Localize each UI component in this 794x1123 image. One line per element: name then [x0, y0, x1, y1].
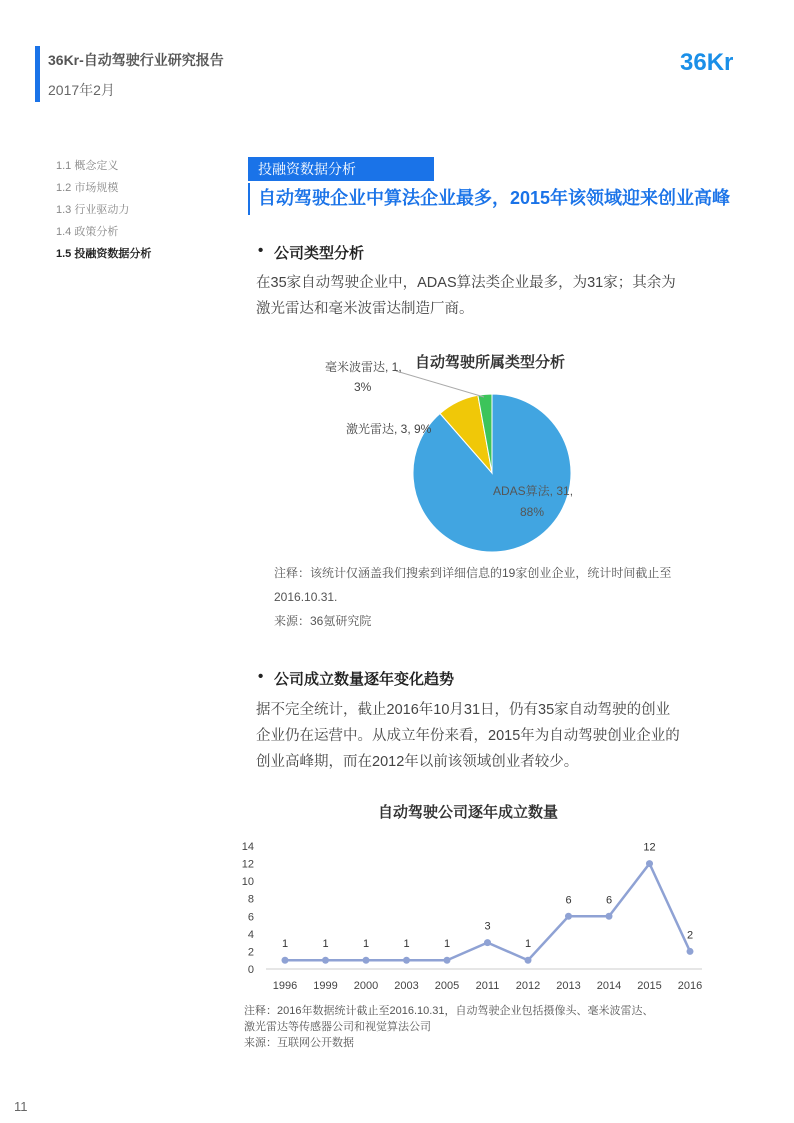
y-tick-label: 4: [247, 928, 254, 941]
data-point: [484, 939, 491, 946]
data-label: 1: [362, 938, 370, 951]
bullet-icon: •: [258, 242, 264, 259]
note-line: 2016.10.31.: [274, 590, 338, 604]
toc-item-active[interactable]: 1.5 投融资数据分析: [56, 248, 152, 260]
logo-36kr: [680, 40, 764, 94]
pie-chart-title: 自动驾驶所属类型分析: [414, 354, 566, 371]
source-line: 来源：36氪研究院: [274, 614, 372, 628]
data-label: 2: [686, 929, 694, 942]
x-tick-label: 2014: [596, 980, 622, 992]
report-title: 36Kr-自动驾驶行业研究报告: [48, 52, 224, 68]
toc-item[interactable]: 1.4 政策分析: [56, 226, 119, 238]
pie-label-adas-pct: 88%: [520, 505, 545, 519]
y-tick-label: 2: [247, 946, 254, 959]
data-label: 12: [643, 841, 656, 854]
pie-label-mmwave-pct: 3%: [354, 380, 372, 394]
data-point: [363, 957, 370, 964]
pie-label-adas: ADAS算法, 31,: [493, 484, 574, 498]
data-label: 6: [605, 894, 613, 907]
y-tick-label: 0: [247, 964, 254, 976]
part1-title: 公司类型分析: [274, 245, 365, 262]
paragraph-line: 创业高峰期，而在2012年以前该领域创业者较少。: [256, 754, 579, 770]
part2-title: 公司成立数量逐年变化趋势: [274, 671, 455, 688]
x-tick-label: 2003: [394, 980, 419, 992]
part1-paragraph: [256, 270, 726, 322]
page-number: 11: [14, 1099, 28, 1114]
data-point: [565, 913, 572, 920]
data-label: 1: [322, 938, 329, 951]
data-label: 1: [403, 938, 410, 951]
paragraph-line: 在35家自动驾驶企业中，ADAS算法类企业最多，为31家；其余为: [256, 275, 676, 291]
section-headline: 自动驾驶企业中算法企业最多，2015年该领域迎来创业高峰: [258, 188, 731, 208]
pie-label-lidar: 激光雷达, 3, 9%: [346, 422, 432, 436]
note-line: 注释：2016年数据统计截止至2016.10.31，自动驾驶企业包括摄像头、毫米波雷达、: [244, 1005, 654, 1017]
section-tag: 投融资数据分析: [248, 157, 434, 181]
data-label: 1: [524, 938, 532, 951]
x-tick-label: 2012: [515, 980, 541, 992]
x-tick-label: 1999: [313, 980, 338, 992]
x-tick-label: 2000: [353, 980, 379, 992]
x-tick-label: 2013: [556, 980, 581, 992]
source-line: 来源：互联网公开数据: [244, 1037, 354, 1049]
x-tick-label: 2011: [475, 980, 500, 992]
part2-note: [244, 1003, 724, 1051]
paragraph-line: 据不完全统计，截止2016年10月31日，仍有35家自动驾驶的创业: [256, 702, 671, 718]
section-accent-line: [248, 183, 250, 215]
data-point: [525, 957, 532, 964]
leader-line: [396, 371, 484, 397]
line-chart: [230, 795, 710, 1000]
pie-chart: [300, 345, 620, 560]
header-accent-bar: [35, 46, 40, 102]
logo-text: 36Kr: [680, 49, 734, 76]
note-line: 注释：该统计仅涵盖我们搜索到详细信息的19家创业企业，统计时间截止至: [274, 566, 672, 580]
y-tick-label: 14: [241, 841, 254, 853]
note-line: 激光雷达等传感器公司和视觉算法公司: [244, 1021, 431, 1033]
y-tick-label: 12: [241, 858, 254, 871]
pie-label-mmwave: 毫米波雷达, 1,: [325, 360, 402, 374]
toc-item[interactable]: 1.3 行业驱动力: [56, 204, 130, 216]
toc-item[interactable]: 1.2 市场规模: [56, 182, 119, 194]
data-point: [282, 957, 289, 964]
line-chart-title: 自动驾驶公司逐年成立数量: [377, 804, 559, 821]
paragraph-line: 企业仍在运营中。从成立年份来看，2015年为自动驾驶创业企业的: [256, 728, 680, 744]
data-label: 3: [484, 920, 491, 933]
data-label: 1: [443, 938, 451, 951]
x-tick-label: 2005: [434, 980, 460, 992]
data-point: [606, 913, 613, 920]
y-tick-label: 8: [247, 893, 254, 906]
x-tick-label: 2016: [677, 980, 703, 992]
report-date: 2017年2月: [48, 82, 115, 98]
x-tick-label: 2015: [637, 980, 662, 992]
part1-note: [274, 561, 734, 633]
bullet-icon: •: [258, 668, 264, 685]
data-label: 1: [281, 938, 289, 951]
part2-paragraph: [256, 697, 726, 775]
data-point: [403, 957, 410, 964]
data-point: [322, 957, 329, 964]
y-tick-label: 10: [241, 876, 254, 889]
toc: [56, 155, 226, 265]
data-label: 6: [565, 894, 572, 907]
data-point: [646, 860, 653, 867]
data-point: [687, 948, 694, 955]
paragraph-line: 激光雷达和毫米波雷达制造厂商。: [256, 301, 474, 317]
data-point: [444, 957, 451, 964]
x-tick-label: 1996: [272, 980, 298, 992]
y-tick-label: 6: [247, 911, 254, 924]
toc-item[interactable]: 1.1 概念定义: [56, 160, 119, 172]
